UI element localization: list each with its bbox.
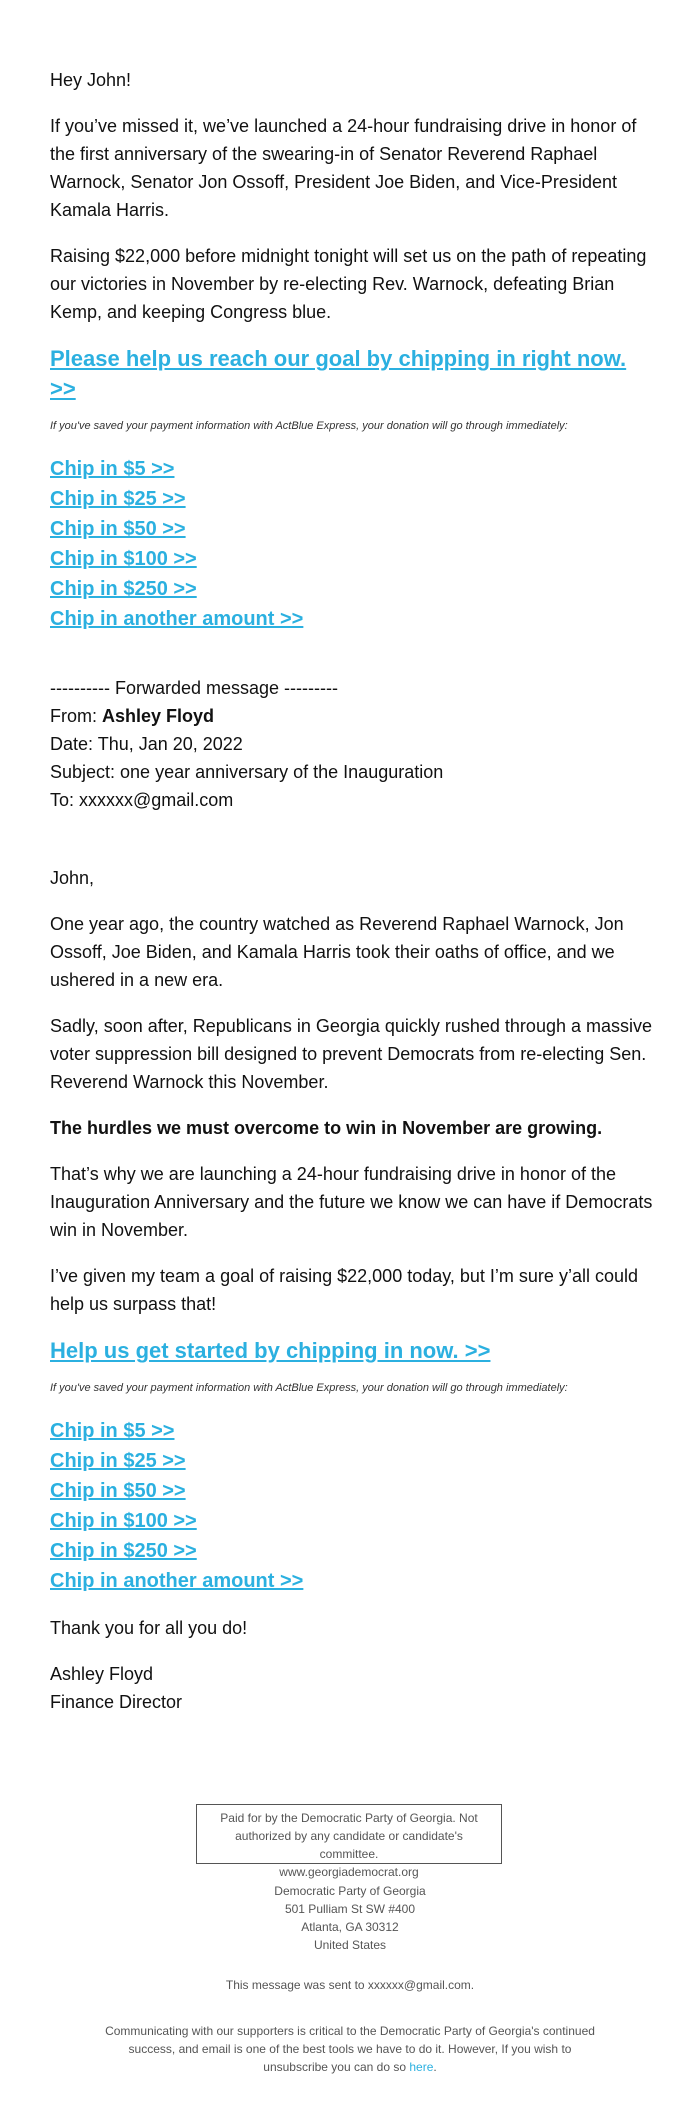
- letter-paragraph-1: One year ago, the country watched as Reverend Raphael Warnock, Jon Ossoff, Joe Biden, and Kamala Harris took their oaths of office, and we ushered in a new era.: [50, 914, 624, 990]
- signature-title: Finance Director: [50, 1692, 183, 1712]
- footer-address: Democratic Party of Georgia 501 Pulliam St SW #400 Atlanta, GA 30312 United States: [274, 1884, 426, 1952]
- forwarded-subject: Subject: one year anniversary of the Inauguration: [50, 762, 444, 782]
- paid-for-disclaimer: Paid for by the Democratic Party of Georgia. Not authorized by any candidate or candidate's committee. www.georgiademocrat.org: [196, 1804, 502, 1864]
- footer-unsubscribe: Communicating with our supporters is critical to the Democratic Party of Georgia's continued success, and email is one of the best tools we have to do it. However, If you wish to unsubscribe you can do so here.: [105, 2024, 595, 2074]
- forwarded-from: From: Ashley Floyd: [50, 706, 215, 726]
- forwarded-date: Date: Thu, Jan 20, 2022: [50, 734, 243, 754]
- sender-name: Ashley Floyd: [102, 706, 215, 726]
- greeting: Hey John!: [50, 70, 132, 90]
- donate-cta-link[interactable]: Please help us reach our goal by chipping in right now. >>: [50, 346, 627, 401]
- intro-paragraph-1: If you’ve missed it, we’ve launched a 24-hour fundraising drive in honor of the first anniversary of the swearing-in of Senator Reverend Raphael Warnock, Senator Jon Ossoff, President Joe Biden, and Vice-President Kamala Harris.: [50, 116, 637, 220]
- chip-50-link[interactable]: Chip in $50 >>: [50, 1480, 186, 1502]
- letter-actblue-note: If you've saved your payment information with ActBlue Express, your donation will go through immediately:: [50, 1382, 568, 1394]
- chip-25-link[interactable]: Chip in $25 >>: [50, 1450, 186, 1472]
- letter-paragraph-3: The hurdles we must overcome to win in November are growing.: [50, 1118, 603, 1138]
- chip-links-group-1: [50, 454, 656, 634]
- chip-other-link[interactable]: Chip in another amount >>: [50, 608, 304, 630]
- intro-paragraph-2: Raising $22,000 before midnight tonight will set us on the path of repeating our victories in November by re-electing Rev. Warnock, defeating Brian Kemp, and keeping Congress blue.: [50, 246, 647, 322]
- chip-other-link[interactable]: Chip in another amount >>: [50, 1570, 304, 1592]
- forwarded-divider: ---------- Forwarded message ---------: [50, 678, 338, 698]
- chip-250-link[interactable]: Chip in $250 >>: [50, 578, 197, 600]
- letter-salutation: John,: [50, 868, 95, 888]
- chip-100-link[interactable]: Chip in $100 >>: [50, 548, 197, 570]
- chip-25-link[interactable]: Chip in $25 >>: [50, 488, 186, 510]
- chip-5-link[interactable]: Chip in $5 >>: [50, 458, 175, 480]
- letter-cta-link[interactable]: Help us get started by chipping in now. >>: [50, 1338, 491, 1363]
- signature-name: Ashley Floyd: [50, 1664, 154, 1684]
- chip-50-link[interactable]: Chip in $50 >>: [50, 518, 186, 540]
- forwarded-to: To: xxxxxx@gmail.com: [50, 790, 234, 810]
- chip-links-group-2: [50, 1416, 656, 1596]
- actblue-note: If you've saved your payment information with ActBlue Express, your donation will go through immediately:: [50, 420, 568, 432]
- email-body: [50, 66, 656, 1716]
- chip-100-link[interactable]: Chip in $100 >>: [50, 1510, 197, 1532]
- letter-paragraph-5: I’ve given my team a goal of raising $22,000 today, but I’m sure y’all could help us surpass that!: [50, 1266, 638, 1314]
- footer-sent-to: This message was sent to xxxxxx@gmail.com.: [225, 1978, 475, 1992]
- unsubscribe-link[interactable]: here: [409, 2060, 434, 2074]
- forwarded-header: [50, 674, 656, 814]
- letter-thanks: Thank you for all you do!: [50, 1618, 248, 1638]
- chip-250-link[interactable]: Chip in $250 >>: [50, 1540, 197, 1562]
- letter-paragraph-4: That’s why we are launching a 24-hour fundraising drive in honor of the Inauguration Anniversary and the future we know we can have if Democrats win in November.: [50, 1164, 653, 1240]
- chip-5-link[interactable]: Chip in $5 >>: [50, 1420, 175, 1442]
- letter-paragraph-2: Sadly, soon after, Republicans in Georgia quickly rushed through a massive voter suppression bill designed to prevent Democrats from re-electing Sen. Reverend Warnock this November.: [50, 1016, 652, 1092]
